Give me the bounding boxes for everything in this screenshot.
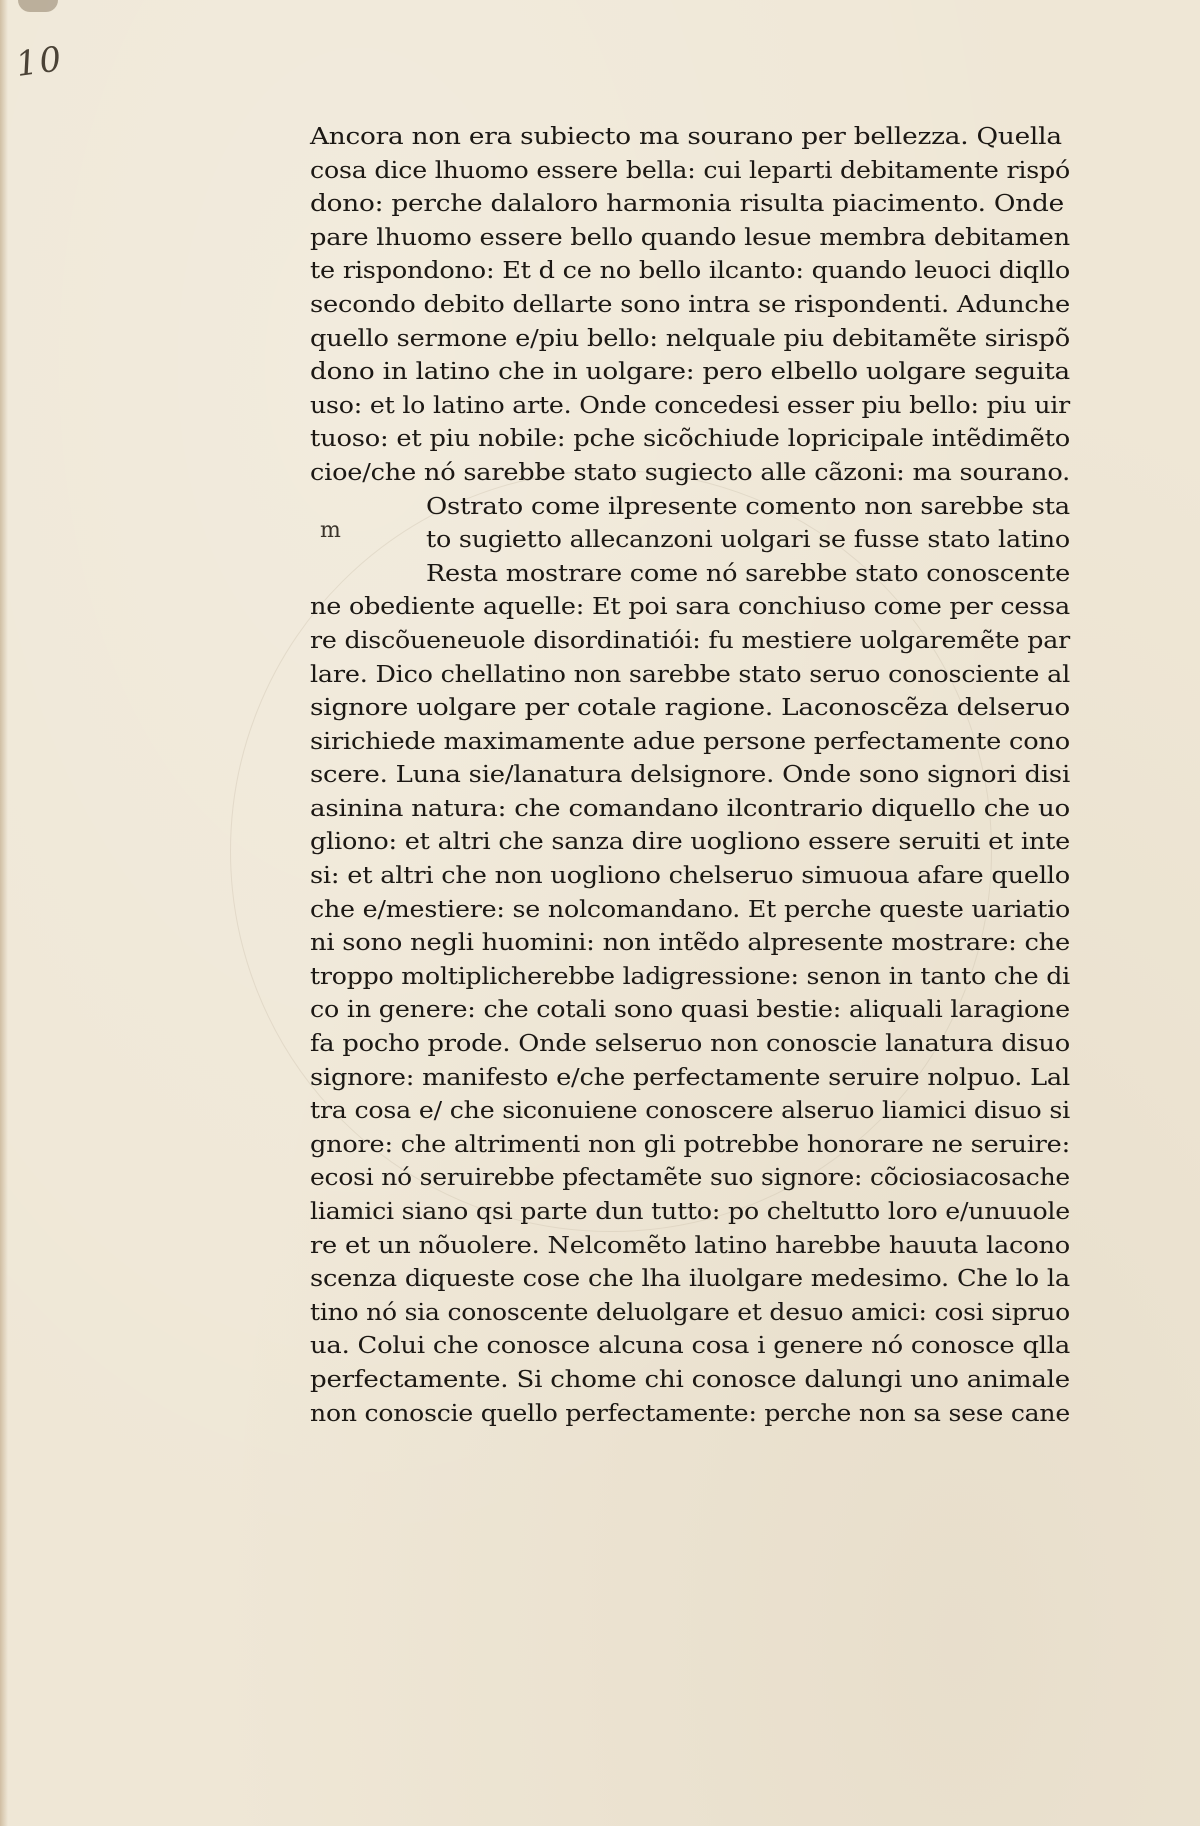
text-line: che e/mestiere: se nolcomandano. Et perche queste uariatio bbox=[310, 894, 1070, 923]
text-line: dono in latino che in uolgare: pero elbello uolgare seguita bbox=[310, 357, 1070, 386]
text-line: re discõueneuole disordinatiói: fu mestiere uolgaremẽte par bbox=[310, 625, 1070, 654]
page-edge-shadow bbox=[0, 0, 8, 1826]
text-line: cioe/che nó sarebbe stato sugiecto alle cãzoni: ma sourano. bbox=[310, 457, 1070, 486]
corner-stain bbox=[18, 0, 58, 12]
folio-number: 10 bbox=[13, 38, 66, 86]
text-line: ni sono negli huomini: non intẽdo alpresente mostrare: che bbox=[310, 928, 1070, 957]
text-line: signore: manifesto e/che perfectamente seruire nolpuo. Lal bbox=[310, 1062, 1070, 1091]
text-line: secondo debito dellarte sono intra se rispondenti. Adunche bbox=[310, 289, 1070, 318]
text-line: ecosi nó seruirebbe pfectamẽte suo signore: cõciosiacosache bbox=[310, 1163, 1070, 1192]
text-line: sirichiede maximamente adue persone perfectamente cono bbox=[310, 726, 1070, 755]
text-line: lare. Dico chellatino non sarebbe stato seruo conosciente al bbox=[310, 659, 1070, 688]
text-line: scenza diqueste cose che lha iluolgare medesimo. Che lo la bbox=[310, 1264, 1070, 1293]
text-column bbox=[310, 120, 1070, 1430]
text-line: re et un nõuolere. Nelcomẽto latino harebbe hauuta lacono bbox=[310, 1230, 1070, 1259]
text-line: troppo moltiplicherebbe ladigressione: senon in tanto che di bbox=[310, 961, 1070, 990]
text-line: liamici siano qsi parte dun tutto: po cheltutto loro e/unuuole bbox=[310, 1197, 1070, 1225]
text-line: si: et altri che non uogliono chelseruo simuoua afare quello bbox=[310, 861, 1070, 890]
text-line: dono: perche dalaloro harmonia risulta piacimento. Onde bbox=[310, 189, 1064, 218]
text-line: uso: et lo latino arte. Onde concedesi esser piu bello: piu uir bbox=[310, 390, 1070, 419]
text-line: co in genere: che cotali sono quasi bestie: aliquali laragione bbox=[310, 995, 1070, 1024]
text-line: cosa dice lhuomo essere bella: cui leparti debitamente rispó bbox=[310, 155, 1070, 184]
text-line: quello sermone e/piu bello: nelquale piu debitamẽte sirispõ bbox=[310, 323, 1070, 352]
marginal-note: m bbox=[320, 518, 341, 543]
text-line: tino nó sia conoscente deluolgare et desuo amici: cosi sipruo bbox=[310, 1297, 1070, 1326]
text-line: te rispondono: Et d ce no bello ilcanto: quando leuoci diqllo bbox=[310, 256, 1070, 285]
text-line: Ancora non era subiecto ma sourano per bellezza. Quella bbox=[310, 122, 1062, 150]
text-line: pare lhuomo essere bello quando lesue membra debitamen bbox=[310, 222, 1070, 251]
text-line: signore uolgare per cotale ragione. Laconoscẽza delseruo bbox=[310, 693, 1070, 722]
text-line: ne obediente aquelle: Et poi sara conchiuso come per cessa bbox=[310, 592, 1070, 621]
text-line: to sugietto allecanzoni uolgari se fusse stato latino bbox=[426, 525, 1070, 554]
text-line: perfectamente. Si chome chi conosce dalungi uno animale bbox=[310, 1364, 1070, 1393]
text-line: tra cosa e/ che siconuiene conoscere alseruo liamici disuo si bbox=[310, 1096, 1070, 1125]
text-line: ua. Colui che conosce alcuna cosa i genere nó conosce qlla bbox=[310, 1331, 1070, 1360]
text-line: asinina natura: che comandano ilcontrario diquello che uo bbox=[310, 793, 1070, 822]
text-line: Resta mostrare come nó sarebbe stato conoscente bbox=[426, 558, 1070, 587]
text-line: tuoso: et piu nobile: pche sicõchiude lopricipale intẽdimẽto bbox=[310, 424, 1070, 453]
text-line: non conoscie quello perfectamente: perche non sa sese cane bbox=[310, 1398, 1070, 1427]
text-line: gnore: che altrimenti non gli potrebbe honorare ne seruire: bbox=[310, 1129, 1070, 1158]
text-line: gliono: et altri che sanza dire uogliono essere seruiti et inte bbox=[310, 827, 1070, 856]
text-line: fa pocho prode. Onde selseruo non conoscie lanatura disuo bbox=[310, 1029, 1070, 1058]
text-line: scere. Luna sie/lanatura delsignore. Onde sono signori disi bbox=[310, 760, 1070, 789]
text-line: Ostrato come ilpresente comento non sarebbe sta bbox=[426, 491, 1070, 520]
